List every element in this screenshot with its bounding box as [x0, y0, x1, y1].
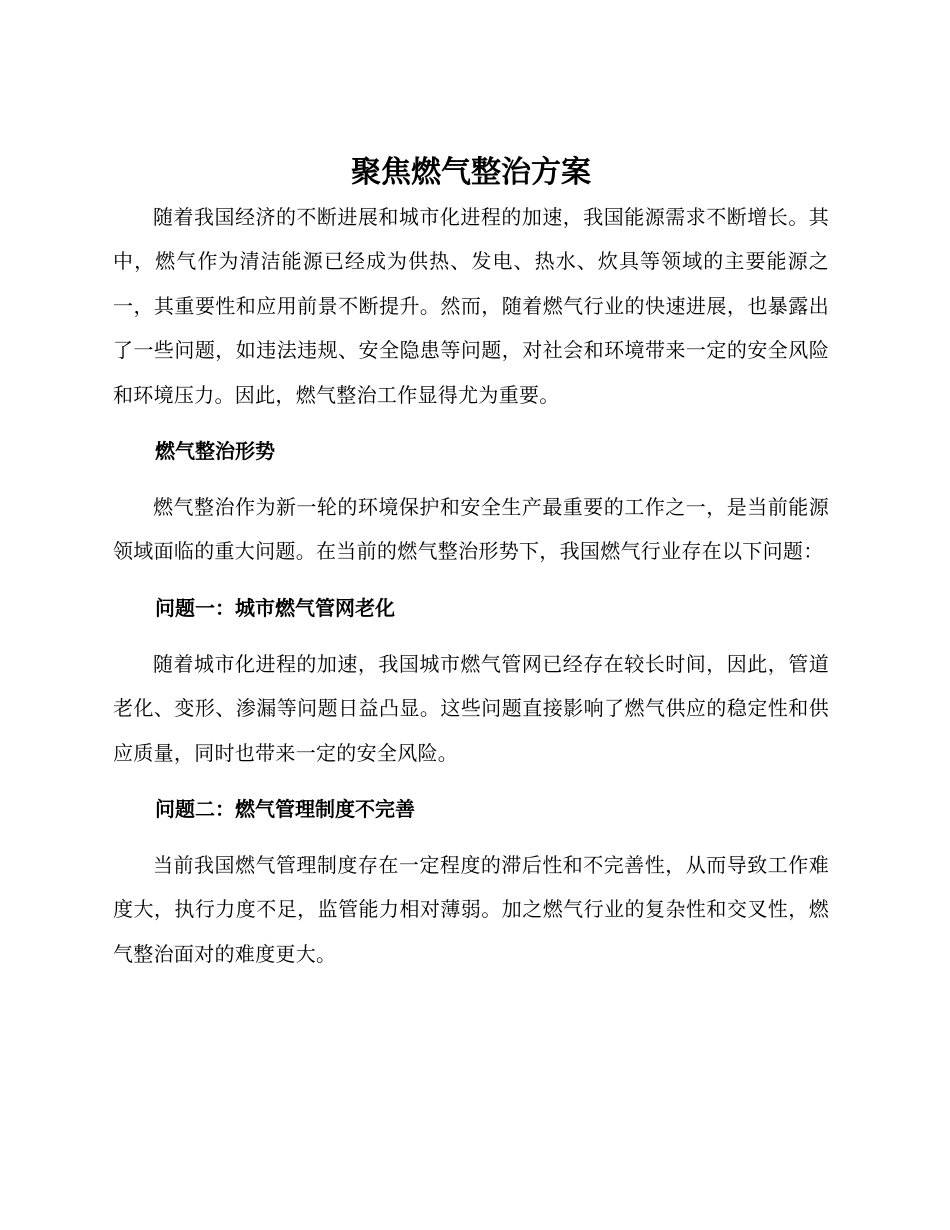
- section-paragraph-issue-one: 随着城市化进程的加速，我国城市燃气管网已经存在较长时间，因此，管道老化、变形、渗漏等问题日益凸显。这些问题直接影响了燃气供应的稳定性和供应质量，同时也带来一定的安全风险。: [113, 651, 829, 765]
- section-heading-issue-one: 问题一：城市燃气管网老化: [155, 595, 395, 620]
- spacer: [113, 630, 829, 642]
- section-heading-issue-two: 问题二：燃气管理制度不完善: [155, 797, 415, 822]
- document-body: [113, 151, 829, 976]
- section-heading-situation: 燃气整治形势: [155, 439, 275, 464]
- spacer: [113, 775, 829, 787]
- section-paragraph-situation: 燃气整治作为新一轮的环境保护和安全生产最重要的工作之一，是当前能源领域面临的重大问题。在当前的燃气整治形势下，我国燃气行业存在以下问题：: [113, 495, 829, 564]
- spacer: [113, 473, 829, 485]
- section-paragraph-issue-two: 当前我国燃气管理制度存在一定程度的滞后性和不完善性，从而导致工作难度大，执行力度不足，监管能力相对薄弱。加之燃气行业的复杂性和交叉性，燃气整治面对的难度更大。: [113, 853, 829, 966]
- intro-paragraph: 随着我国经济的不断进展和城市化进程的加速，我国能源需求不断增长。其中，燃气作为清洁能源已经成为供热、发电、热水、炊具等领域的主要能源之一，其重要性和应用前景不断提升。然而，随着燃气行业的快速进展，也暴露出了一些问题，如违法违规、安全隐患等问题，对社会和环境带来一定的安全风险和环境压力。因此，燃气整治工作显得尤为重要。: [113, 205, 829, 407]
- spacer: [113, 831, 829, 843]
- document-title: 聚焦燃气整治方案: [351, 155, 591, 190]
- spacer: [113, 574, 829, 586]
- spacer: [113, 417, 829, 429]
